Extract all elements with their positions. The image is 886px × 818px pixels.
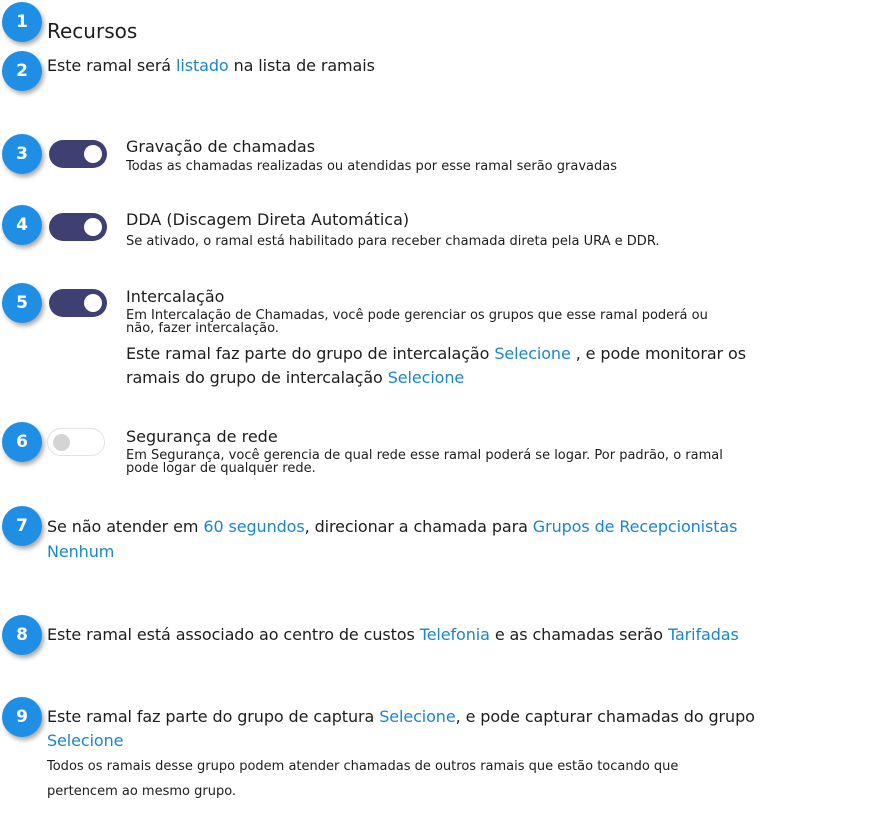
intercalation-suffix: , e pode monitorar os bbox=[570, 344, 746, 363]
billing-link[interactable]: Tarifadas bbox=[667, 625, 739, 644]
intercalation-group-line bbox=[126, 344, 746, 363]
costcenter-line bbox=[47, 625, 739, 644]
noanswer-middle: , direcionar a chamada para bbox=[304, 517, 533, 536]
intercalation-title: Intercalação bbox=[126, 287, 225, 306]
toggle-knob bbox=[84, 145, 102, 163]
recording-toggle[interactable] bbox=[49, 140, 107, 168]
step-badge-9: 9 bbox=[2, 697, 42, 737]
network-security-toggle[interactable] bbox=[47, 428, 105, 456]
noanswer-target-link[interactable]: Nenhum bbox=[47, 542, 115, 561]
toggle-knob bbox=[53, 434, 70, 451]
section-title: Recursos bbox=[47, 19, 138, 43]
costcenter-prefix: Este ramal está associado ao centro de custos bbox=[47, 625, 420, 644]
step-badge-3: 3 bbox=[2, 134, 42, 174]
step-badge-1: 1 bbox=[2, 2, 42, 42]
listing-line bbox=[47, 56, 375, 75]
noanswer-seconds-link[interactable]: 60 segundos bbox=[203, 517, 305, 536]
intercalation-monitor-link[interactable]: Selecione bbox=[387, 368, 465, 387]
intercalation-desc-2: não, fazer intercalação. bbox=[126, 321, 279, 336]
step-badge-2: 2 bbox=[2, 51, 42, 91]
capture-desc-1: Todos os ramais desse grupo podem atender chamadas de outros ramais que estão tocando que bbox=[47, 759, 679, 774]
intercalation-group-link[interactable]: Selecione bbox=[494, 344, 571, 363]
listing-suffix: na lista de ramais bbox=[228, 56, 375, 75]
dda-toggle[interactable] bbox=[49, 213, 107, 241]
intercalation-prefix: Este ramal faz parte do grupo de intercalação bbox=[126, 344, 495, 363]
dda-desc: Se ativado, o ramal está habilitado para receber chamada direta pela URA e DDR. bbox=[126, 234, 660, 249]
network-desc-1: Em Segurança, você gerencia de qual rede esse ramal poderá se logar. Por padrão, o ramal bbox=[126, 448, 723, 463]
dda-title: DDA (Discagem Direta Automática) bbox=[126, 210, 410, 229]
intercalation-desc-1: Em Intercalação de Chamadas, você pode gerenciar os grupos que esse ramal poderá ou bbox=[126, 308, 708, 323]
intercalation-monitor-prefix: ramais do grupo de intercalação bbox=[126, 368, 388, 387]
step-badge-5: 5 bbox=[2, 283, 42, 323]
intercalation-toggle[interactable] bbox=[49, 289, 107, 317]
network-title: Segurança de rede bbox=[126, 427, 278, 446]
toggle-knob bbox=[84, 294, 102, 312]
costcenter-link[interactable]: Telefonia bbox=[419, 625, 490, 644]
step-badge-8: 8 bbox=[2, 615, 42, 655]
capture-target-link[interactable]: Selecione bbox=[47, 731, 124, 750]
intercalation-monitor-line bbox=[126, 368, 464, 387]
step-badge-7: 7 bbox=[2, 506, 42, 546]
noanswer-line bbox=[47, 517, 737, 536]
noanswer-prefix: Se não atender em bbox=[47, 517, 204, 536]
network-desc-2: pode logar de qualquer rede. bbox=[126, 461, 316, 476]
step-badge-6: 6 bbox=[2, 422, 42, 462]
capture-desc-2: pertencem ao mesmo grupo. bbox=[47, 784, 237, 799]
step-badge-4: 4 bbox=[2, 205, 42, 245]
toggle-knob bbox=[84, 218, 102, 236]
capture-group-link[interactable]: Selecione bbox=[379, 707, 456, 726]
recording-title: Gravação de chamadas bbox=[126, 137, 316, 156]
capture-prefix: Este ramal faz parte do grupo de captura bbox=[47, 707, 380, 726]
recording-desc: Todas as chamadas realizadas ou atendidas por esse ramal serão gravadas bbox=[126, 159, 617, 174]
capture-line bbox=[47, 707, 755, 726]
noanswer-group-link[interactable]: Grupos de Recepcionistas bbox=[532, 517, 738, 536]
capture-middle: , e pode capturar chamadas do grupo bbox=[455, 707, 755, 726]
costcenter-middle: e as chamadas serão bbox=[489, 625, 668, 644]
listing-prefix: Este ramal será bbox=[47, 56, 177, 75]
listing-link[interactable]: listado bbox=[176, 56, 229, 75]
